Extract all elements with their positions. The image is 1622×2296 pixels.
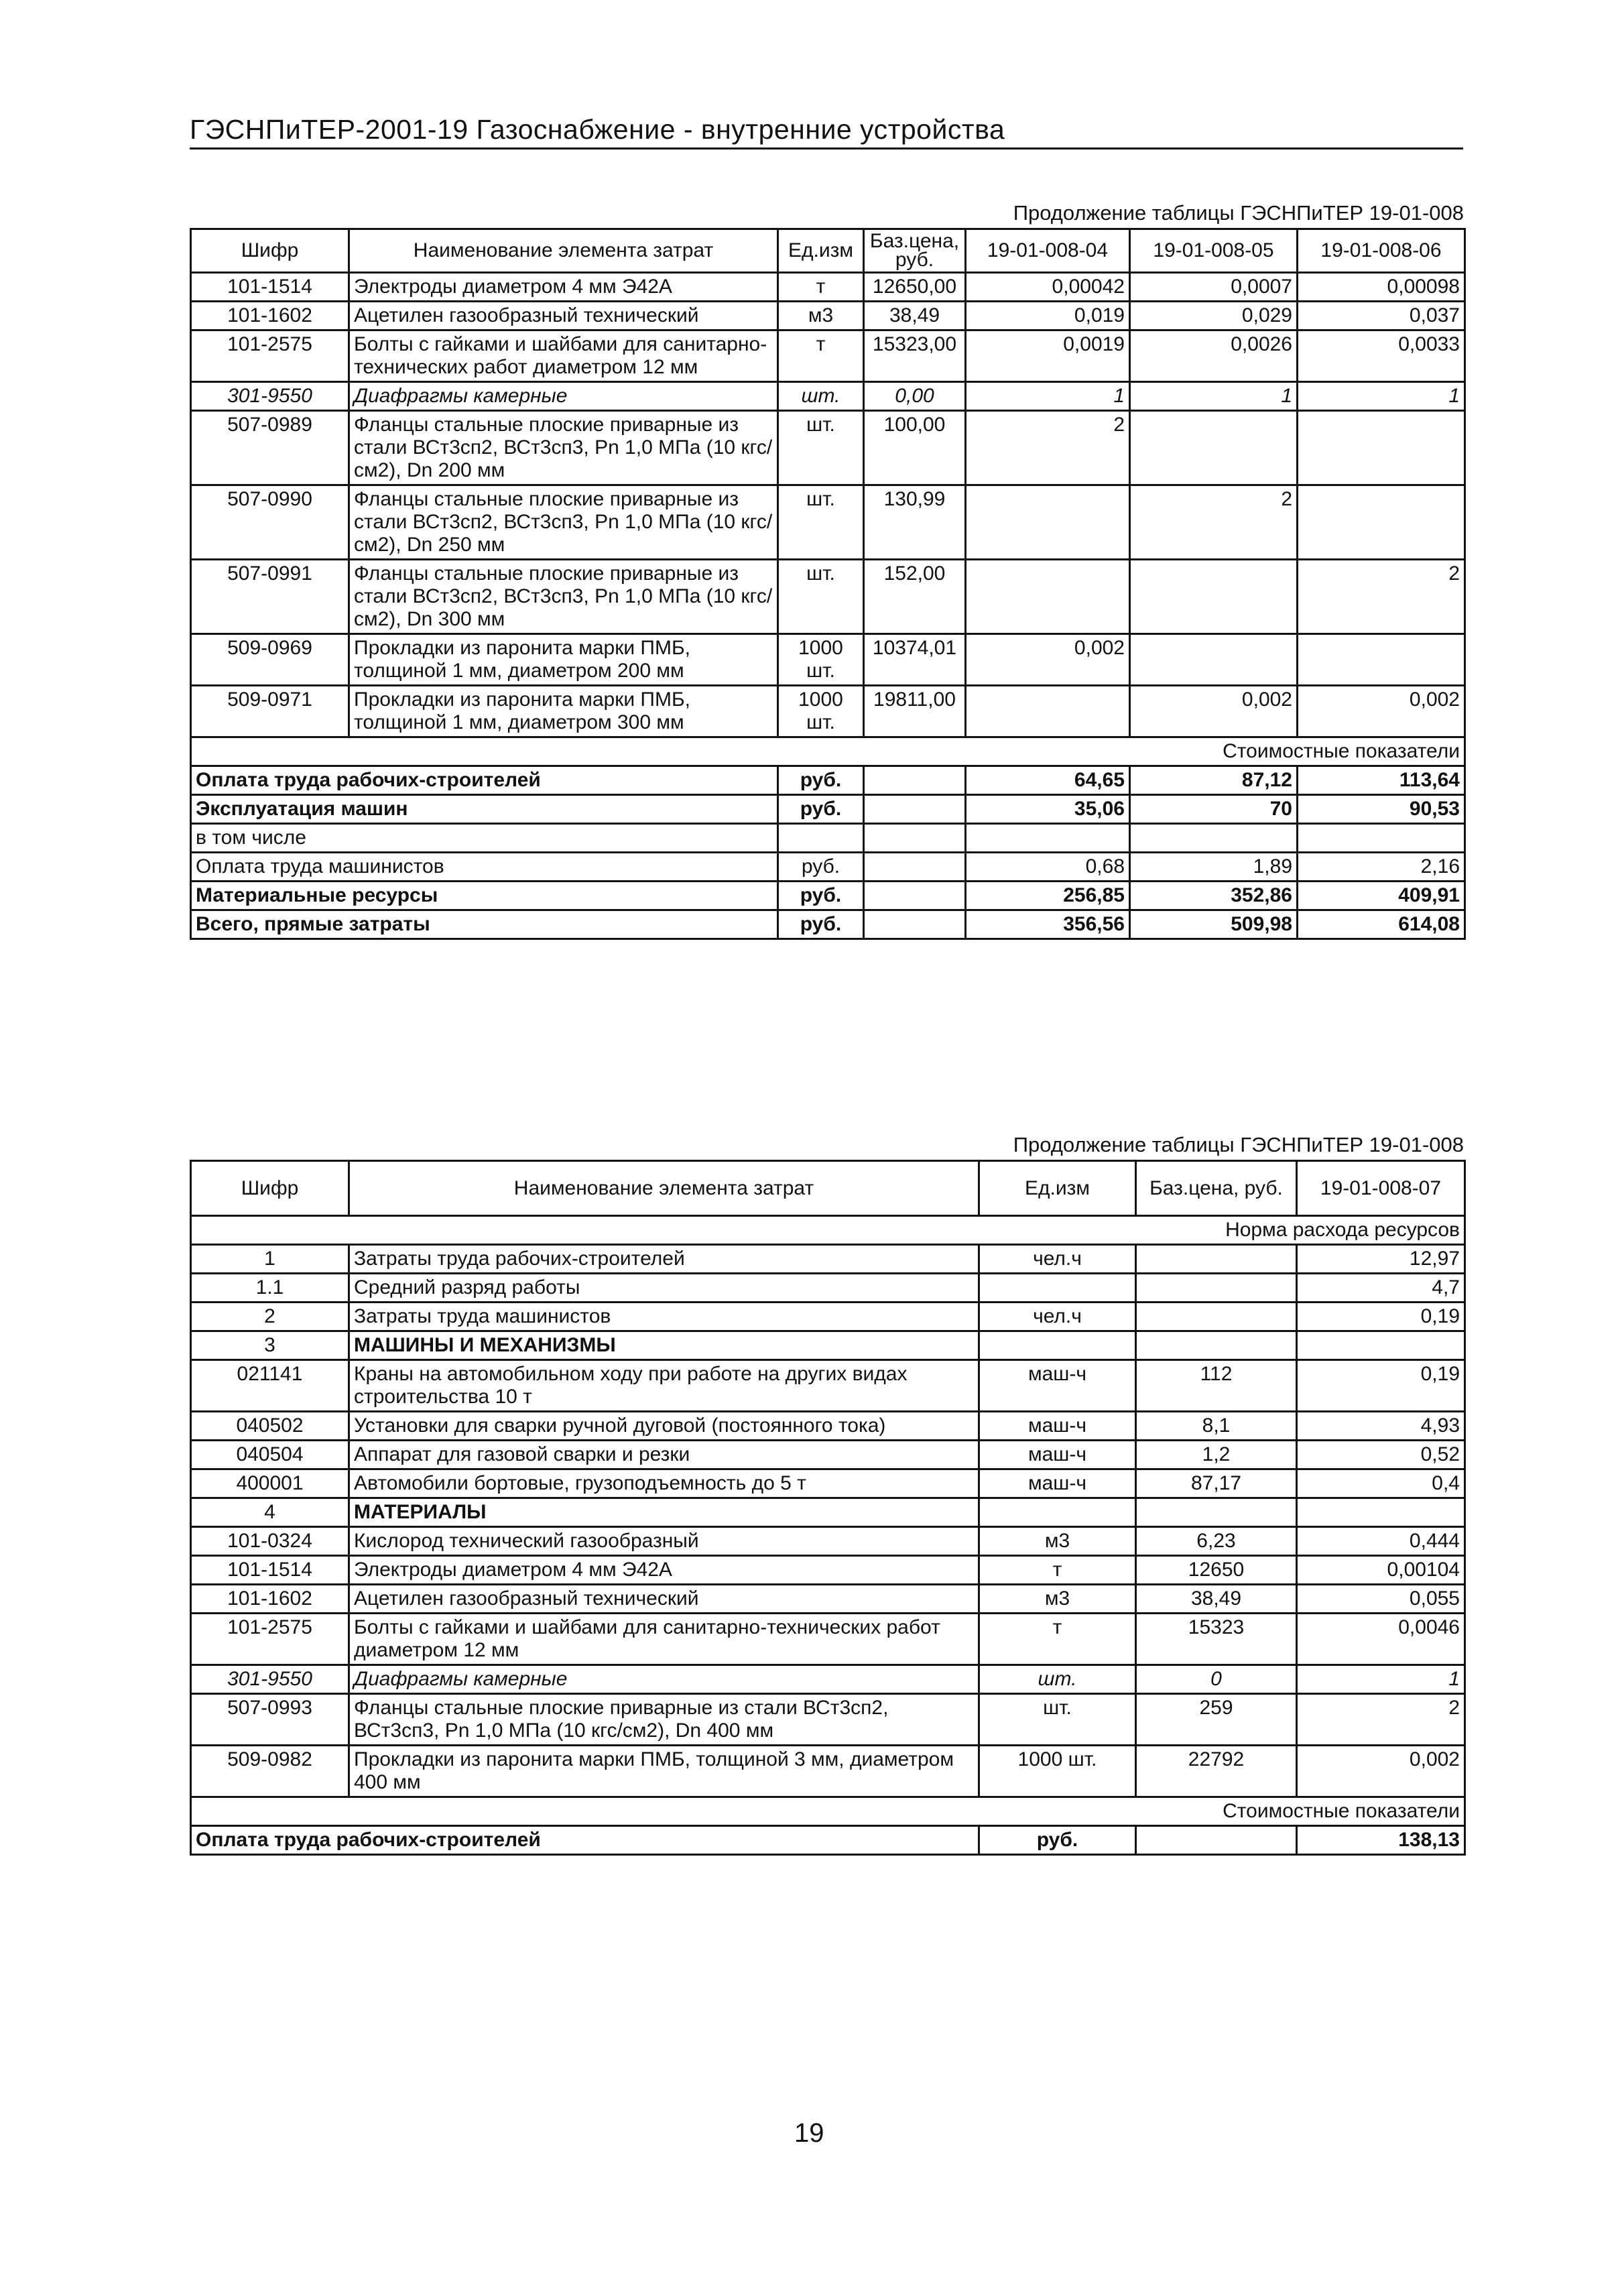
norm-value-07: 0,444 xyxy=(1297,1527,1465,1556)
norm-value-05 xyxy=(1130,411,1298,485)
cost-price xyxy=(1136,1826,1297,1855)
norm-value-05 xyxy=(1130,560,1298,634)
resource-price: 10374,01 xyxy=(864,634,966,686)
resource-price: 87,17 xyxy=(1136,1469,1297,1498)
resource-code: 101-1514 xyxy=(191,1556,349,1585)
norm-value-05: 0,029 xyxy=(1130,302,1298,330)
resource-unit: 1000 шт. xyxy=(979,1746,1136,1797)
resource-price: 152,00 xyxy=(864,560,966,634)
table2-caption: Продолжение таблицы ГЭСНПиТЕР 19-01-008 xyxy=(1013,1133,1464,1156)
cost-value-06 xyxy=(1298,824,1465,853)
norm-value-07: 0,4 xyxy=(1297,1469,1465,1498)
cost-value-06: 614,08 xyxy=(1298,910,1465,939)
table-row xyxy=(191,686,1465,737)
resource-unit xyxy=(979,1498,1136,1527)
col-unit-header: Ед.изм xyxy=(778,229,864,273)
norm-section-label: Норма расхода ресурсов xyxy=(191,1216,1465,1245)
resource-name: Диафрагмы камерные xyxy=(349,1665,979,1694)
cost-value-06: 113,64 xyxy=(1298,766,1465,795)
resource-unit xyxy=(979,1331,1136,1360)
norm-value-05: 0,002 xyxy=(1130,686,1298,737)
resource-name: Электроды диаметром 4 мм Э42А xyxy=(349,273,778,302)
resource-code: 101-1602 xyxy=(191,1585,349,1614)
col-norm-04-header: 19-01-008-04 xyxy=(966,229,1130,273)
norm-value-06 xyxy=(1298,634,1465,686)
table-row xyxy=(191,1331,1465,1360)
table-row xyxy=(191,1585,1465,1614)
resource-unit: маш-ч xyxy=(979,1412,1136,1441)
norm-value-06: 0,037 xyxy=(1298,302,1465,330)
table-row xyxy=(191,485,1465,560)
norm-value-07: 4,7 xyxy=(1297,1274,1465,1303)
cost-name: Оплата труда машинистов xyxy=(191,853,778,882)
cost-row xyxy=(191,882,1465,910)
cost-price xyxy=(864,882,966,910)
cost-value-05: 87,12 xyxy=(1130,766,1298,795)
resource-price xyxy=(1136,1303,1297,1331)
norm-value-07: 0,19 xyxy=(1297,1360,1465,1412)
resource-name: Краны на автомобильном ходу при работе на других видах строительства 10 т xyxy=(349,1360,979,1412)
resource-name: Ацетилен газообразный технический xyxy=(349,302,778,330)
cost-value-04: 356,56 xyxy=(966,910,1130,939)
norm-value-07 xyxy=(1297,1498,1465,1527)
resource-unit: чел.ч xyxy=(979,1303,1136,1331)
resource-name: Средний разряд работы xyxy=(349,1274,979,1303)
col-name-header: Наименование элемента затрат xyxy=(349,1161,979,1216)
table-row xyxy=(191,1694,1465,1746)
table-row xyxy=(191,273,1465,302)
resource-code: 101-1602 xyxy=(191,302,349,330)
resource-price xyxy=(1136,1245,1297,1274)
cost-value-06: 409,91 xyxy=(1298,882,1465,910)
resource-name: Фланцы стальные плоские приварные из стали ВСт3сп2, ВСт3сп3, Рn 1,0 МПа (10 кгс/см2), Dn 250 мм xyxy=(349,485,778,560)
resource-name: Прокладки из паронита марки ПМБ, толщиной 3 мм, диаметром 400 мм xyxy=(349,1746,979,1797)
cost-unit: руб. xyxy=(778,795,864,824)
resource-table-1 xyxy=(190,228,1466,940)
cost-value-05: 509,98 xyxy=(1130,910,1298,939)
resource-unit: шт. xyxy=(979,1665,1136,1694)
table-row xyxy=(191,634,1465,686)
resource-unit: т xyxy=(979,1614,1136,1665)
norm-value-07: 0,52 xyxy=(1297,1441,1465,1469)
norm-value-06: 2 xyxy=(1298,560,1465,634)
norm-value-04: 0,002 xyxy=(966,634,1130,686)
resource-unit: шт. xyxy=(778,382,864,411)
table-row xyxy=(191,330,1465,382)
resource-unit: м3 xyxy=(979,1585,1136,1614)
resource-code: 040502 xyxy=(191,1412,349,1441)
table-row xyxy=(191,1469,1465,1498)
resource-code: 021141 xyxy=(191,1360,349,1412)
col-code-header: Шифр xyxy=(191,1161,349,1216)
norm-value-04 xyxy=(966,485,1130,560)
norm-value-07: 1 xyxy=(1297,1665,1465,1694)
table-row xyxy=(191,1303,1465,1331)
table-row xyxy=(191,1665,1465,1694)
cost-unit xyxy=(778,824,864,853)
resource-code: 101-0324 xyxy=(191,1527,349,1556)
resource-name: Болты с гайками и шайбами для санитарно-технических работ диаметром 12 мм xyxy=(349,330,778,382)
table-row xyxy=(191,1441,1465,1469)
col-unit-header: Ед.изм xyxy=(979,1161,1136,1216)
cost-price xyxy=(864,853,966,882)
cost-unit: руб. xyxy=(979,1826,1136,1855)
resource-name: Ацетилен газообразный технический xyxy=(349,1585,979,1614)
cost-value-07: 138,13 xyxy=(1297,1826,1465,1855)
norm-value-06: 1 xyxy=(1298,382,1465,411)
resource-code: 301-9550 xyxy=(191,382,349,411)
table-row xyxy=(191,1746,1465,1797)
resource-name: Аппарат для газовой сварки и резки xyxy=(349,1441,979,1469)
table-row xyxy=(191,1614,1465,1665)
resource-unit: маш-ч xyxy=(979,1441,1136,1469)
resource-name: Прокладки из паронита марки ПМБ, толщиной 1 мм, диаметром 300 мм xyxy=(349,686,778,737)
resource-price: 130,99 xyxy=(864,485,966,560)
cost-name: Эксплуатация машин xyxy=(191,795,778,824)
resource-table-2 xyxy=(190,1160,1466,1856)
norm-value-05: 2 xyxy=(1130,485,1298,560)
resource-name: Диафрагмы камерные xyxy=(349,382,778,411)
resource-unit: маш-ч xyxy=(979,1360,1136,1412)
norm-value-06: 0,0033 xyxy=(1298,330,1465,382)
table-row xyxy=(191,1245,1465,1274)
cost-value-06: 2,16 xyxy=(1298,853,1465,882)
resource-code: 101-2575 xyxy=(191,1614,349,1665)
resource-unit xyxy=(979,1274,1136,1303)
cost-value-04: 0,68 xyxy=(966,853,1130,882)
norm-value-04: 2 xyxy=(966,411,1130,485)
cost-section-label: Стоимостные показатели xyxy=(191,737,1465,766)
resource-code: 301-9550 xyxy=(191,1665,349,1694)
table1-caption: Продолжение таблицы ГЭСНПиТЕР 19-01-008 xyxy=(1013,201,1464,225)
norm-value-06: 0,00098 xyxy=(1298,273,1465,302)
resource-code: 101-1514 xyxy=(191,273,349,302)
norm-value-06: 0,002 xyxy=(1298,686,1465,737)
norm-value-07: 12,97 xyxy=(1297,1245,1465,1274)
cost-value-04: 35,06 xyxy=(966,795,1130,824)
cost-row xyxy=(191,853,1465,882)
norm-value-07: 0,19 xyxy=(1297,1303,1465,1331)
norm-value-05: 0,0026 xyxy=(1130,330,1298,382)
norm-value-04: 0,0019 xyxy=(966,330,1130,382)
cost-name: Всего, прямые затраты xyxy=(191,910,778,939)
norm-value-07: 0,0046 xyxy=(1297,1614,1465,1665)
resource-name: Электроды диаметром 4 мм Э42А xyxy=(349,1556,979,1585)
cost-price xyxy=(864,795,966,824)
resource-unit: шт. xyxy=(778,411,864,485)
norm-value-04 xyxy=(966,560,1130,634)
resource-code: 507-0989 xyxy=(191,411,349,485)
norm-value-07: 0,00104 xyxy=(1297,1556,1465,1585)
resource-unit: 1000 шт. xyxy=(778,634,864,686)
resource-price: 12650 xyxy=(1136,1556,1297,1585)
resource-code: 3 xyxy=(191,1331,349,1360)
cost-row xyxy=(191,1826,1465,1855)
resource-price xyxy=(1136,1331,1297,1360)
resource-name: Фланцы стальные плоские приварные из стали ВСт3сп2, ВСт3сп3, Рn 1,0 МПа (10 кгс/см2), Dn 400 мм xyxy=(349,1694,979,1746)
cost-name: в том числе xyxy=(191,824,778,853)
resource-code: 2 xyxy=(191,1303,349,1331)
resource-price: 12650,00 xyxy=(864,273,966,302)
norm-value-04: 1 xyxy=(966,382,1130,411)
norm-value-06 xyxy=(1298,411,1465,485)
resource-name: Затраты труда машинистов xyxy=(349,1303,979,1331)
resource-unit: 1000 шт. xyxy=(778,686,864,737)
cost-value-04 xyxy=(966,824,1130,853)
resource-price: 112 xyxy=(1136,1360,1297,1412)
resource-code: 507-0993 xyxy=(191,1694,349,1746)
table-row xyxy=(191,1556,1465,1585)
cost-value-05: 1,89 xyxy=(1130,853,1298,882)
cost-value-05: 70 xyxy=(1130,795,1298,824)
cost-value-05: 352,86 xyxy=(1130,882,1298,910)
col-norm-06-header: 19-01-008-06 xyxy=(1298,229,1465,273)
resource-price: 1,2 xyxy=(1136,1441,1297,1469)
resource-unit: м3 xyxy=(778,302,864,330)
resource-unit: шт. xyxy=(778,560,864,634)
norm-value-07 xyxy=(1297,1331,1465,1360)
cost-name: Оплата труда рабочих-строителей xyxy=(191,766,778,795)
document-header: ГЭСНПиТЕР-2001-19 Газоснабжение - внутренние устройства xyxy=(190,113,1463,149)
resource-name: Фланцы стальные плоские приварные из стали ВСт3сп2, ВСт3сп3, Рn 1,0 МПа (10 кгс/см2), Dn 200 мм xyxy=(349,411,778,485)
norm-value-04 xyxy=(966,686,1130,737)
cost-unit: руб. xyxy=(778,766,864,795)
resource-unit: маш-ч xyxy=(979,1469,1136,1498)
resource-code: 507-0990 xyxy=(191,485,349,560)
cost-section-row xyxy=(191,737,1465,766)
cost-price xyxy=(864,910,966,939)
table1-header-row xyxy=(191,229,1465,273)
cost-unit: руб. xyxy=(778,853,864,882)
resource-price: 8,1 xyxy=(1136,1412,1297,1441)
norm-value-07: 2 xyxy=(1297,1694,1465,1746)
resource-price: 38,49 xyxy=(1136,1585,1297,1614)
cost-name: Материальные ресурсы xyxy=(191,882,778,910)
norm-value-04: 0,00042 xyxy=(966,273,1130,302)
cost-section-label: Стоимостные показатели xyxy=(191,1797,1465,1826)
table-row xyxy=(191,560,1465,634)
resource-name: Затраты труда рабочих-строителей xyxy=(349,1245,979,1274)
cost-row xyxy=(191,795,1465,824)
cost-name: Оплата труда рабочих-строителей xyxy=(191,1826,979,1855)
resource-unit: м3 xyxy=(979,1527,1136,1556)
resource-price: 259 xyxy=(1136,1694,1297,1746)
col-norm-05-header: 19-01-008-05 xyxy=(1130,229,1298,273)
table-row xyxy=(191,411,1465,485)
resource-code: 507-0991 xyxy=(191,560,349,634)
resource-name: Болты с гайками и шайбами для санитарно-технических работ диаметром 12 мм xyxy=(349,1614,979,1665)
cost-value-04: 64,65 xyxy=(966,766,1130,795)
cost-value-05 xyxy=(1130,824,1298,853)
norm-value-07: 4,93 xyxy=(1297,1412,1465,1441)
resource-price: 15323,00 xyxy=(864,330,966,382)
resource-price: 19811,00 xyxy=(864,686,966,737)
cost-unit: руб. xyxy=(778,882,864,910)
resource-unit: шт. xyxy=(979,1694,1136,1746)
table-row xyxy=(191,302,1465,330)
resource-code: 509-0971 xyxy=(191,686,349,737)
norm-value-05: 0,0007 xyxy=(1130,273,1298,302)
resource-price: 100,00 xyxy=(864,411,966,485)
resource-price: 0 xyxy=(1136,1665,1297,1694)
norm-section-row xyxy=(191,1216,1465,1245)
resource-name: Установки для сварки ручной дуговой (постоянного тока) xyxy=(349,1412,979,1441)
cost-price xyxy=(864,824,966,853)
table-row xyxy=(191,1360,1465,1412)
cost-value-06: 90,53 xyxy=(1298,795,1465,824)
norm-value-06 xyxy=(1298,485,1465,560)
resource-code: 1.1 xyxy=(191,1274,349,1303)
resource-unit: т xyxy=(979,1556,1136,1585)
norm-value-05 xyxy=(1130,634,1298,686)
resource-price: 6,23 xyxy=(1136,1527,1297,1556)
norm-value-07: 0,055 xyxy=(1297,1585,1465,1614)
resource-unit: т xyxy=(778,330,864,382)
resource-code: 509-0982 xyxy=(191,1746,349,1797)
table-row xyxy=(191,1527,1465,1556)
resource-name: Автомобили бортовые, грузоподъемность до 5 т xyxy=(349,1469,979,1498)
resource-price: 15323 xyxy=(1136,1614,1297,1665)
resource-code: 101-2575 xyxy=(191,330,349,382)
cost-unit: руб. xyxy=(778,910,864,939)
cost-value-04: 256,85 xyxy=(966,882,1130,910)
col-price-header: Баз.цена, руб. xyxy=(1136,1161,1297,1216)
resource-code: 4 xyxy=(191,1498,349,1527)
resource-price: 22792 xyxy=(1136,1746,1297,1797)
resource-price: 38,49 xyxy=(864,302,966,330)
resource-name: МАШИНЫ И МЕХАНИЗМЫ xyxy=(349,1331,979,1360)
resource-name: Прокладки из паронита марки ПМБ, толщиной 1 мм, диаметром 200 мм xyxy=(349,634,778,686)
norm-value-05: 1 xyxy=(1130,382,1298,411)
resource-name: Фланцы стальные плоские приварные из стали ВСт3сп2, ВСт3сп3, Рn 1,0 МПа (10 кгс/см2), Dn 300 мм xyxy=(349,560,778,634)
resource-unit: шт. xyxy=(778,485,864,560)
cost-row xyxy=(191,824,1465,853)
table-row xyxy=(191,382,1465,411)
cost-row xyxy=(191,910,1465,939)
cost-price xyxy=(864,766,966,795)
resource-code: 1 xyxy=(191,1245,349,1274)
table-row xyxy=(191,1274,1465,1303)
table2-header-row xyxy=(191,1161,1465,1216)
resource-code: 509-0969 xyxy=(191,634,349,686)
resource-price xyxy=(1136,1498,1297,1527)
col-code-header: Шифр xyxy=(191,229,349,273)
norm-value-07: 0,002 xyxy=(1297,1746,1465,1797)
resource-price xyxy=(1136,1274,1297,1303)
cost-section-row xyxy=(191,1797,1465,1826)
resource-unit: т xyxy=(778,273,864,302)
table-row xyxy=(191,1498,1465,1527)
resource-unit: чел.ч xyxy=(979,1245,1136,1274)
col-name-header: Наименование элемента затрат xyxy=(349,229,778,273)
col-price-header: Баз.цена, руб. xyxy=(864,229,966,273)
cost-row xyxy=(191,766,1465,795)
norm-value-04: 0,019 xyxy=(966,302,1130,330)
table-row xyxy=(191,1412,1465,1441)
resource-name: Кислород технический газообразный xyxy=(349,1527,979,1556)
resource-name: МАТЕРИАЛЫ xyxy=(349,1498,979,1527)
page-number: 19 xyxy=(794,2118,824,2148)
resource-code: 040504 xyxy=(191,1441,349,1469)
resource-price: 0,00 xyxy=(864,382,966,411)
col-norm-07-header: 19-01-008-07 xyxy=(1297,1161,1465,1216)
resource-code: 400001 xyxy=(191,1469,349,1498)
